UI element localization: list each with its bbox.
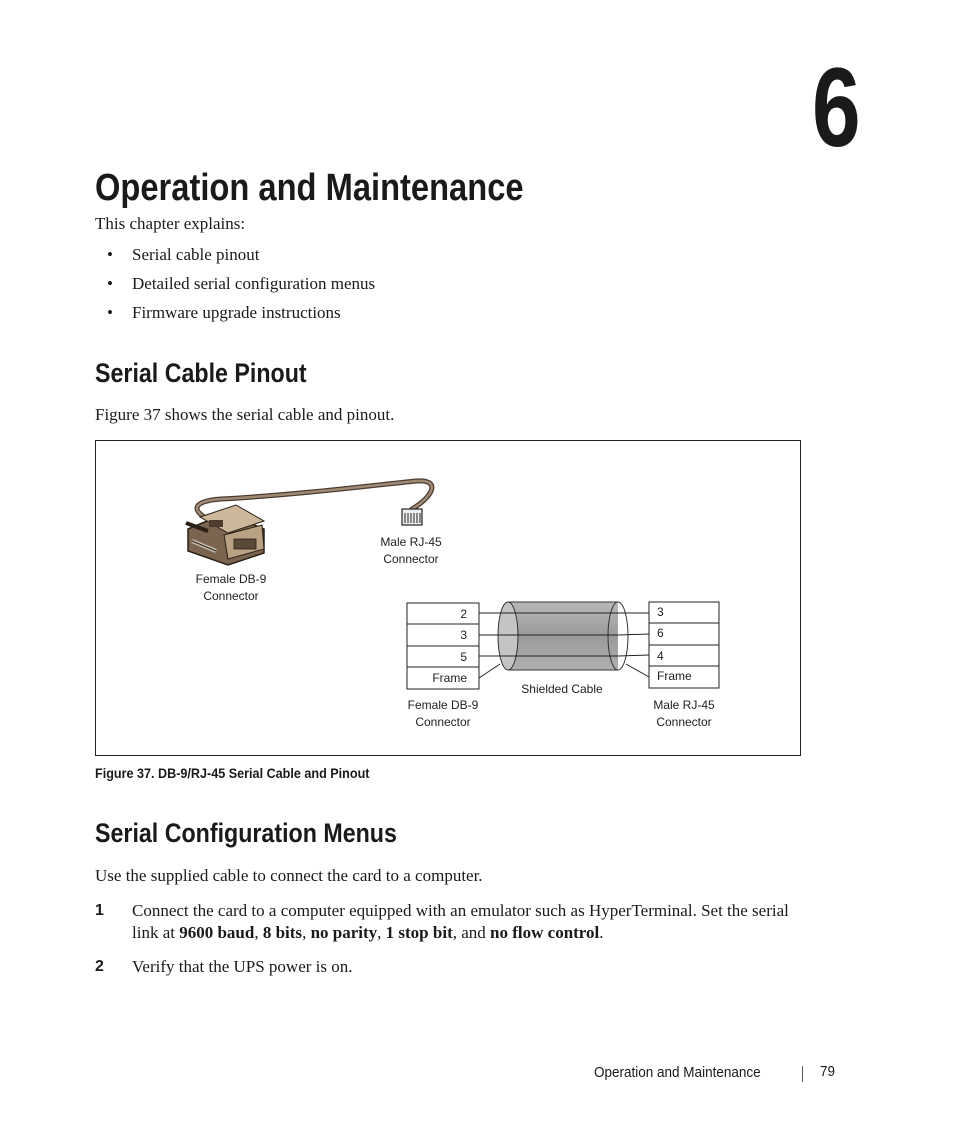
db9-pin: 5: [460, 650, 467, 664]
db9-label-bottom-line2: Connector: [415, 715, 471, 729]
db9-pin: 2: [460, 607, 467, 621]
page-number: 79: [820, 1063, 836, 1080]
list-item: • Serial cable pinout: [107, 245, 260, 264]
section-title-menus: Serial Configuration Menus: [95, 818, 397, 848]
figure-box: [95, 440, 801, 756]
rj45-pin-table: [649, 602, 719, 688]
list-item: • Firmware upgrade instructions: [107, 303, 341, 322]
rj45-label-bottom-line2: Connector: [656, 715, 712, 729]
footer-divider: [802, 1066, 803, 1082]
bullet-icon: •: [107, 274, 113, 293]
pinout-intro-text: Figure 37 shows the serial cable and pinout.: [95, 405, 395, 424]
menus-intro-text: Use the supplied cable to connect the card to a computer.: [95, 866, 483, 885]
rj45-label-top-line1: Male RJ-45: [380, 535, 442, 549]
rj45-pin: 6: [657, 626, 664, 640]
setting-stop-bit: 1 stop bit: [385, 923, 453, 942]
setting-baud: 9600 baud: [179, 923, 255, 942]
db9-label-top-line2: Connector: [203, 589, 259, 603]
step-text: Connect the card to a computer equipped with an emulator such as HyperTerminal. Set the serial link at 9600 baud, 8 bits, no parity, 1 stop bit, and no flow control.: [132, 901, 789, 942]
db9-pin-table: [407, 603, 479, 689]
chapter-number: 6: [812, 45, 856, 170]
section-title-pinout: Serial Cable Pinout: [95, 358, 307, 388]
rj45-pin: 4: [657, 649, 664, 663]
rj45-pin: 3: [657, 605, 664, 619]
intro-bullet-list: [107, 244, 375, 331]
bullet-icon: •: [107, 245, 113, 264]
setting-bits: 8 bits: [262, 923, 303, 942]
shielded-cable-label: Shielded Cable: [521, 682, 603, 696]
rj45-label-top-line2: Connector: [383, 552, 439, 566]
rj45-connector-icon: [402, 509, 422, 525]
setting-flow-control: no flow control: [490, 923, 600, 942]
list-item: • Detailed serial configuration menus: [107, 274, 376, 293]
db9-label-top-line1: Female DB-9: [195, 572, 267, 586]
db9-pin: Frame: [432, 671, 467, 685]
rj45-label-bottom-line1: Male RJ-45: [653, 698, 715, 712]
figure-caption: Figure 37. DB-9/RJ-45 Serial Cable and Pinout: [95, 765, 370, 781]
bullet-icon: •: [107, 303, 113, 322]
setting-parity: no parity: [310, 923, 378, 942]
chapter-title: Operation and Maintenance: [95, 167, 524, 209]
pinout-diagram: [96, 441, 802, 757]
db9-label-bottom-line1: Female DB-9: [407, 698, 479, 712]
intro-text: This chapter explains:: [95, 214, 246, 233]
shielded-cable-icon: [479, 602, 649, 678]
step-number: 1: [95, 902, 104, 919]
step-text: Verify that the UPS power is on.: [132, 957, 353, 976]
footer-title: Operation and Maintenance: [594, 1064, 761, 1081]
step-number: 2: [95, 958, 104, 975]
db9-pin: 3: [460, 628, 467, 642]
rj45-pin: Frame: [657, 669, 692, 683]
